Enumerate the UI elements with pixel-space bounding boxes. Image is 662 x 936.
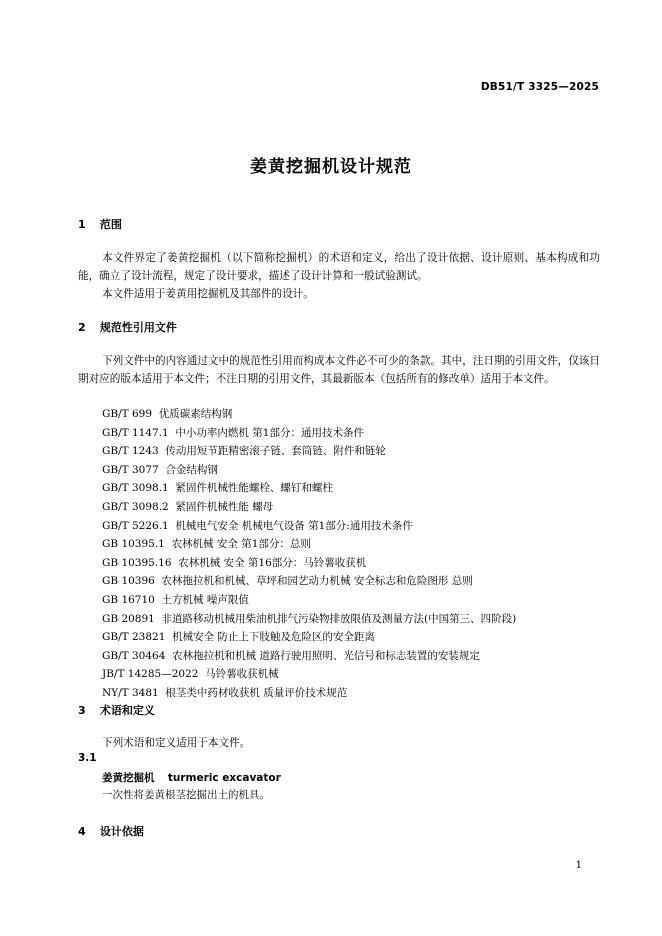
- reference-name: 马铃薯收获机械: [205, 668, 279, 681]
- section-number: 3: [78, 704, 86, 717]
- reference-item: [102, 610, 602, 629]
- reference-item: [102, 591, 602, 610]
- reference-name: 土方机械 噪声限值: [161, 593, 249, 606]
- reference-item: [102, 684, 602, 703]
- reference-code: NY/T 3481: [102, 686, 159, 699]
- reference-name: 机械安全 防止上下肢触及危险区的安全距离: [172, 631, 375, 644]
- section-2-heading: [78, 319, 177, 335]
- term-definition: 一次性将姜黄根茎挖掘出土的机具。: [102, 789, 270, 801]
- section-3-heading: [78, 702, 155, 718]
- standard-code: DB51/T 3325—2025: [480, 81, 599, 93]
- section-number: 4: [78, 825, 86, 838]
- section-number: 2: [78, 321, 86, 334]
- reference-item: [102, 461, 602, 480]
- reference-name: 根茎类中药材收获机 质量评价技术规范: [165, 686, 348, 699]
- reference-item: [102, 479, 602, 498]
- paragraph: 下列文件中的内容通过文中的规范性引用而构成本文件必不可少的条款。其中，注日期的引用文件，仅该日期对应的版本适用于本文件；不注日期的引用文件，其最新版本（包括所有的修改单）适用于本文件。: [78, 355, 600, 385]
- term-entry: [102, 770, 281, 785]
- reference-name: 紧固件机械性能 螺母: [175, 500, 274, 513]
- reference-code: GB/T 699: [102, 408, 153, 420]
- reference-name: 合金结构钢: [165, 463, 218, 476]
- section-title: 范围: [99, 218, 122, 231]
- reference-list: [102, 405, 602, 703]
- reference-name: 中小功率内燃机 第1部分：通用技术条件: [175, 426, 364, 439]
- paragraph: 本文件适用于姜黄用挖掘机及其部件的设计。: [102, 288, 314, 300]
- reference-name: 优质碳素结构钢: [158, 408, 233, 420]
- reference-code: GB/T 1243: [102, 445, 159, 458]
- reference-item: [102, 628, 602, 647]
- reference-name: 农林机械 安全 第1部分：总则: [171, 538, 311, 551]
- section-title: 规范性引用文件: [99, 321, 177, 334]
- reference-item: [102, 554, 602, 573]
- page-number: 1: [575, 860, 582, 871]
- reference-item: [102, 517, 602, 536]
- reference-code: GB 10395.1: [102, 538, 165, 551]
- reference-code: GB/T 3098.2: [102, 500, 169, 513]
- reference-name: 紧固件机械性能螺栓、螺钉和螺柱: [175, 482, 333, 495]
- reference-item: [102, 665, 602, 684]
- term-chinese: 姜黄挖掘机: [102, 772, 155, 784]
- term-english: turmeric excavator: [167, 772, 281, 784]
- term-number: 3.1: [78, 752, 97, 764]
- section-3-body: [78, 734, 600, 752]
- reference-code: GB/T 23821: [102, 631, 166, 644]
- reference-item: [102, 442, 602, 461]
- paragraph: 下列术语和定义适用于本文件。: [102, 737, 251, 749]
- reference-item: [102, 424, 602, 443]
- reference-name: 农林拖拉机和机械、草坪和园艺动力机械 安全标志和危险图形 总则: [161, 575, 473, 588]
- reference-code: JB/T 14285—2022: [102, 668, 199, 681]
- reference-name: 农林拖拉机和机械 道路行驶用照明、光信号和标志装置的安装规定: [172, 649, 480, 662]
- reference-item: [102, 498, 602, 517]
- reference-item: [102, 572, 602, 591]
- section-title: 术语和定义: [99, 704, 155, 717]
- reference-item: [102, 405, 602, 424]
- section-1-body: [78, 249, 600, 303]
- reference-code: GB/T 3098.1: [102, 482, 169, 495]
- paragraph: 本文件界定了姜黄挖掘机（以下简称挖掘机）的术语和定义，给出了设计依据、设计原则、基本构成和功能，确立了设计流程，规定了设计要求，描述了设计计算和一般试验测试。: [78, 252, 600, 282]
- reference-code: GB/T 1147.1: [102, 426, 169, 439]
- section-title: 设计依据: [99, 825, 144, 838]
- section-4-heading: [78, 823, 144, 839]
- reference-code: GB/T 5226.1: [102, 519, 169, 532]
- reference-item: [102, 647, 602, 666]
- reference-code: GB/T 30464: [102, 649, 166, 662]
- reference-code: GB 10395.16: [102, 556, 172, 569]
- reference-code: GB/T 3077: [102, 463, 159, 476]
- section-1-heading: [78, 216, 122, 232]
- document-title: 姜黄挖掘机设计规范: [250, 157, 412, 177]
- reference-code: GB 10396: [102, 575, 155, 588]
- reference-code: GB 16710: [102, 593, 155, 606]
- reference-name: 非道路移动机械用柴油机排气污染物排放限值及测量方法(中国第三、四阶段): [161, 612, 517, 625]
- section-2-body: [78, 352, 600, 388]
- reference-item: [102, 535, 602, 554]
- reference-name: 传动用短节距精密滚子链、套筒链、附件和链轮: [165, 445, 386, 458]
- reference-code: GB 20891: [102, 612, 155, 625]
- reference-name: 农林机械 安全 第16部分：马铃薯收获机: [178, 556, 367, 569]
- reference-name: 机械电气安全 机械电气设备 第1部分:通用技术条件: [175, 519, 413, 532]
- section-number: 1: [78, 218, 86, 231]
